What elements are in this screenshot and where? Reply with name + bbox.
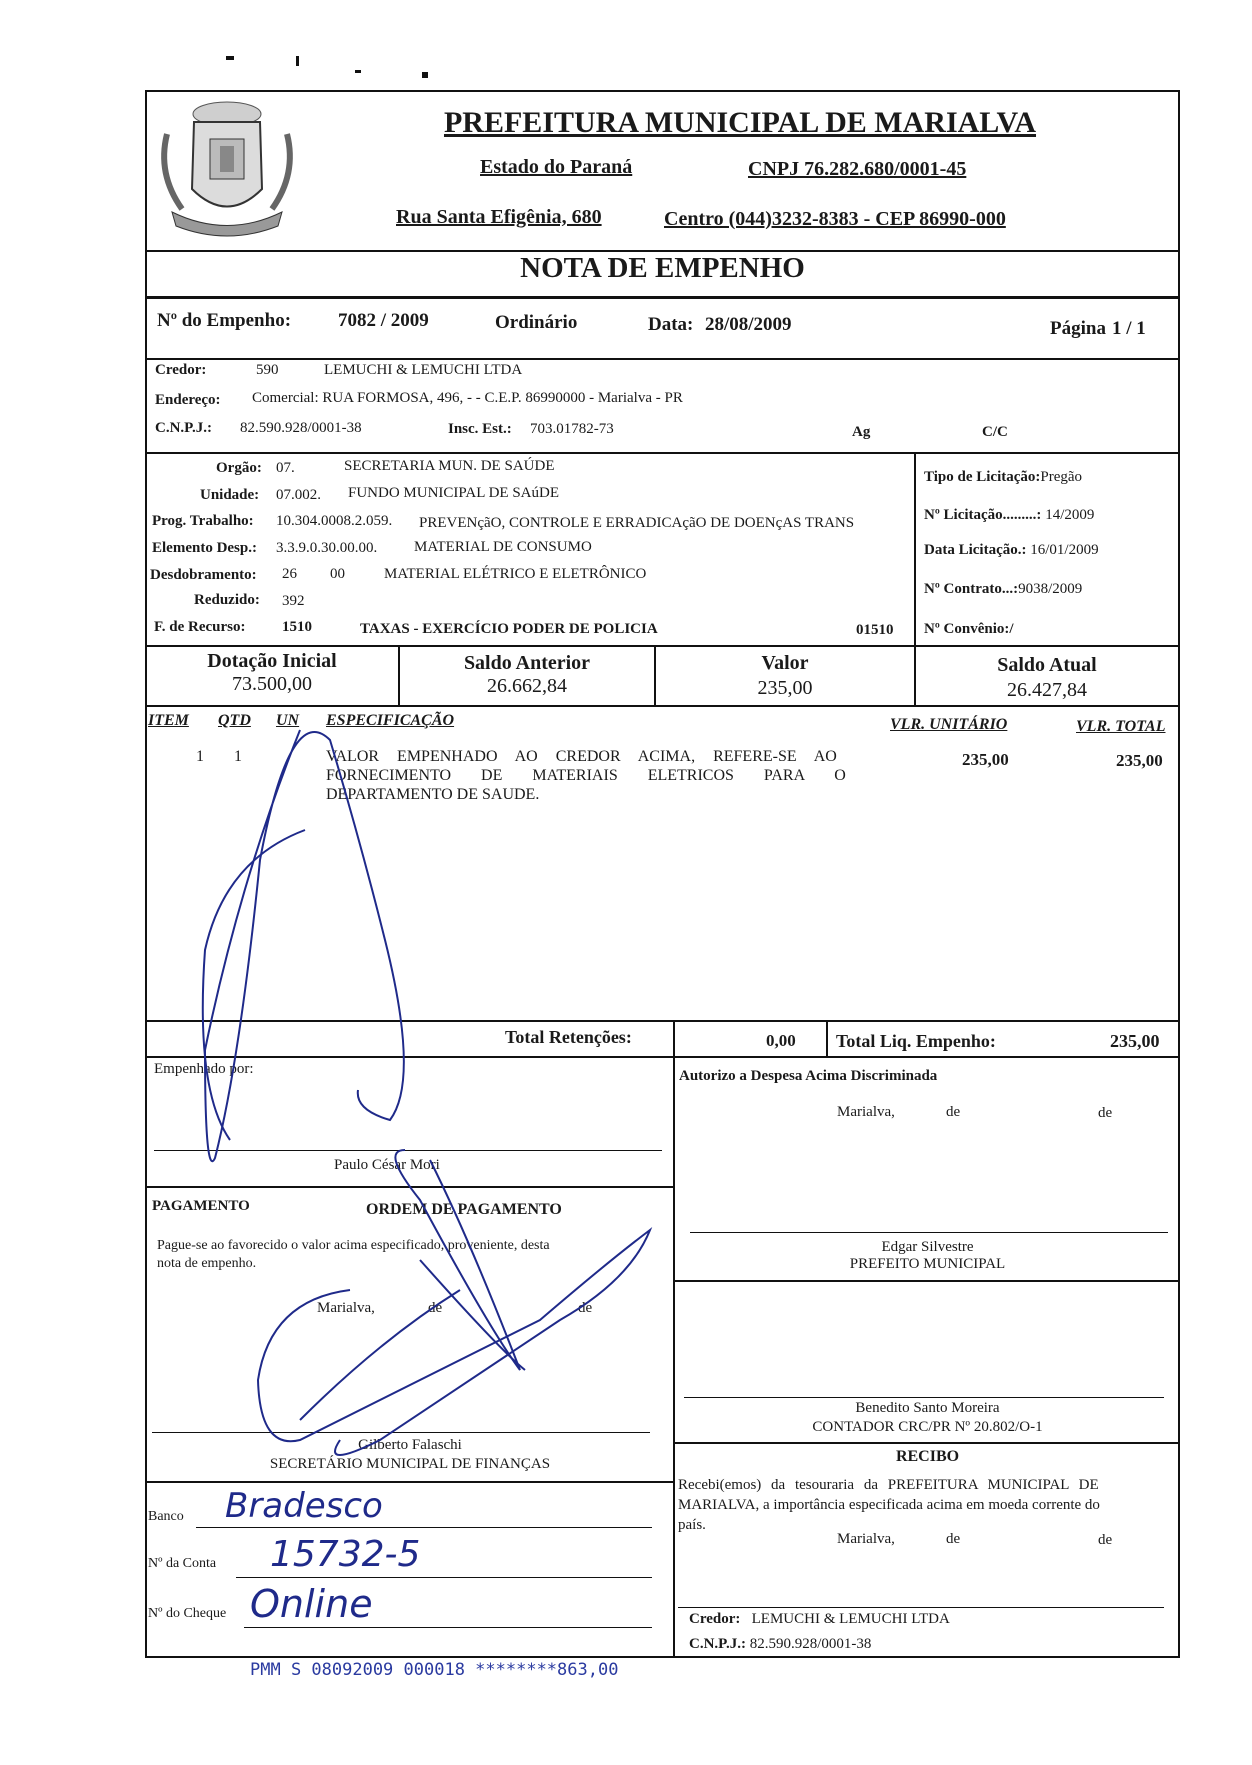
- recurso-code2: 01510: [856, 622, 894, 638]
- retencoes-value: 0,00: [766, 1031, 796, 1050]
- document-title: NOTA DE EMPENHO: [520, 252, 805, 284]
- header-title: PREFEITURA MUNICIPAL DE MARIALVA: [443, 106, 1037, 139]
- desdobramento-label: Desdobramento:: [150, 567, 257, 583]
- autorizo-de2: de: [1098, 1105, 1113, 1121]
- dotacao-label: Dotação Inicial: [207, 650, 337, 672]
- ordem-pagamento-label: ORDEM DE PAGAMENTO: [366, 1201, 562, 1218]
- num-licitacao-label: Nº Licitação.........:: [924, 507, 1042, 523]
- desdobramento-code: 26: [282, 566, 297, 582]
- liquido-label: Total Liq. Empenho:: [836, 1031, 996, 1051]
- elemento-label: Elemento Desp.:: [152, 540, 257, 556]
- pagamento-label: PAGAMENTO: [152, 1198, 250, 1214]
- cnpj-label: C.N.P.J.:: [155, 420, 212, 436]
- prog-name: PREVENçãO, CONTROLE E ERRADICAçãO DE DOENçAS TRANS: [419, 515, 855, 531]
- reduzido-value: 392: [282, 593, 305, 609]
- saldo-atual-value: 26.427,84: [1007, 679, 1087, 701]
- prog-label: Prog. Trabalho:: [152, 513, 254, 529]
- item-row-total-value: 235,00: [1116, 751, 1163, 770]
- liquido-value: 235,00: [1110, 1031, 1160, 1051]
- recibo-cnpj-value: 82.590.928/0001-38: [749, 1636, 872, 1652]
- col-un-header: UN: [276, 712, 300, 729]
- banco-value: Bradesco: [225, 1486, 383, 1526]
- date-label: Data:: [648, 314, 694, 335]
- secretario-name: Gilberto Falaschi: [358, 1437, 462, 1453]
- credor-label: Credor:: [155, 362, 207, 378]
- autorizo-label: Autorizo a Despesa Acima Discriminada: [679, 1068, 938, 1084]
- recibo-title: RECIBO: [895, 1448, 960, 1465]
- bank-stamp: PMM S 08092009 000018 ********863,00: [250, 1660, 619, 1680]
- recurso-code: 1510: [282, 619, 312, 635]
- cc-label: C/C: [982, 424, 1008, 440]
- header-address-rest: Centro (044)3232-8383 - CEP 86990-000: [664, 208, 1006, 230]
- orgao-code: 07.: [276, 460, 295, 476]
- saldo-anterior-value: 26.662,84: [487, 675, 567, 697]
- cheque-value: Online: [250, 1582, 373, 1626]
- endereco-value: Comercial: RUA FORMOSA, 496, - - C.E.P. 86990000 - Marialva - PR: [252, 390, 683, 406]
- convenio-label: Nº Convênio:/: [924, 621, 1014, 637]
- recibo-text-line2: MARIALVA, a importância especificada acima em moeda corrente do: [678, 1497, 1100, 1513]
- prefeito-name: Edgar Silvestre: [881, 1239, 974, 1255]
- pagamento-de2: de: [578, 1300, 593, 1316]
- credor-code: 590: [256, 362, 279, 378]
- contrato-value: 9038/2009: [1018, 581, 1083, 597]
- ag-label: Ag: [852, 424, 871, 440]
- pagamento-de1: de: [428, 1300, 443, 1316]
- cheque-label: Nº do Cheque: [148, 1606, 227, 1621]
- autorizo-de1: de: [946, 1104, 961, 1120]
- page-value: 1 / 1: [1112, 318, 1146, 339]
- contrato-label: Nº Contrato...:: [924, 581, 1019, 597]
- header-cnpj: CNPJ 76.282.680/0001-45: [748, 158, 967, 180]
- elemento-name: MATERIAL DE CONSUMO: [414, 539, 592, 555]
- empenhado-signer: Paulo César Mori: [334, 1157, 440, 1173]
- insc-value: 703.01782-73: [530, 421, 614, 437]
- recibo-text-line1: Recebi(emos) da tesouraria da PREFEITURA MUNICIPAL DE: [678, 1477, 1099, 1493]
- contador-name: Benedito Santo Moreira: [855, 1400, 1000, 1416]
- desdobramento-subcode: 00: [330, 566, 345, 582]
- data-licitacao-value: 16/01/2009: [1030, 542, 1099, 558]
- dotacao-value: 73.500,00: [232, 673, 312, 695]
- contador-role: CONTADOR CRC/PR Nº 20.802/O-1: [812, 1419, 1043, 1435]
- orgao-name: SECRETARIA MUN. DE SAÚDE: [344, 458, 555, 474]
- recibo-cnpj-label: C.N.P.J.:: [689, 1636, 746, 1652]
- cnpj-value: 82.590.928/0001-38: [240, 420, 362, 436]
- recibo-de2: de: [1098, 1532, 1113, 1548]
- pagamento-marialva: Marialva,: [317, 1300, 375, 1316]
- pagamento-text-line1: Pague-se ao favorecido o valor acima especificado, proveniente, desta: [157, 1238, 550, 1253]
- num-licitacao-value: 14/2009: [1045, 507, 1095, 523]
- conta-label: Nº da Conta: [148, 1556, 217, 1571]
- desdobramento-name: MATERIAL ELÉTRICO E ELETRÔNICO: [384, 566, 647, 582]
- saldo-anterior-label: Saldo Anterior: [463, 652, 591, 674]
- empenho-type: Ordinário: [495, 312, 578, 333]
- credor-name: LEMUCHI & LEMUCHI LTDA: [324, 362, 523, 378]
- retencoes-label: Total Retenções:: [505, 1027, 632, 1047]
- col-spec-header: ESPECIFICAÇÃO: [326, 712, 455, 729]
- unidade-code: 07.002.: [276, 487, 321, 503]
- empenho-label: Nº do Empenho:: [157, 310, 292, 331]
- item-row-spec-line3: DEPARTAMENTO DE SAUDE.: [326, 786, 540, 803]
- saldo-atual-label: Saldo Atual: [997, 654, 1097, 676]
- pagamento-text-line2: nota de empenho.: [157, 1256, 257, 1271]
- recibo-de1: de: [946, 1531, 961, 1547]
- recibo-text-line3: país.: [678, 1517, 706, 1533]
- recurso-name: TAXAS - EXERCÍCIO PODER DE POLICIA: [360, 621, 658, 637]
- recurso-label: F. de Recurso:: [154, 619, 246, 635]
- autorizo-marialva: Marialva,: [837, 1104, 895, 1120]
- header-address: Rua Santa Efigênia, 680: [396, 206, 602, 228]
- recibo-credor-value: LEMUCHI & LEMUCHI LTDA: [751, 1611, 950, 1627]
- item-row-unit-value: 235,00: [962, 750, 1009, 769]
- item-row-qtd: 1: [234, 748, 242, 765]
- conta-value: 15732-5: [270, 1534, 421, 1575]
- elemento-code: 3.3.9.0.30.00.00.: [276, 540, 378, 556]
- col-unit-header: VLR. UNITÁRIO: [890, 716, 1008, 733]
- tipo-licitacao-value: Pregão: [1040, 469, 1083, 485]
- data-licitacao-label: Data Licitação.:: [924, 542, 1027, 558]
- secretario-role: SECRETÁRIO MUNICIPAL DE FINANÇAS: [269, 1456, 551, 1472]
- reduzido-label: Reduzido:: [194, 592, 260, 608]
- prefeito-role: PREFEITO MUNICIPAL: [849, 1256, 1006, 1272]
- recibo-credor-label: Credor:: [689, 1611, 741, 1627]
- empenho-number: 7082 / 2009: [338, 310, 429, 331]
- unidade-label: Unidade:: [200, 487, 260, 503]
- valor-value: 235,00: [757, 677, 813, 699]
- empenhado-label: Empenhado por:: [154, 1061, 254, 1077]
- valor-label: Valor: [761, 652, 809, 674]
- page-label: Página: [1050, 318, 1106, 339]
- unidade-name: FUNDO MUNICIPAL DE SAúDE: [348, 485, 559, 501]
- date-value: 28/08/2009: [705, 314, 792, 335]
- orgao-label: Orgão:: [216, 460, 262, 476]
- tipo-licitacao-label: Tipo de Licitação:: [924, 469, 1041, 485]
- prog-code: 10.304.0008.2.059.: [276, 513, 393, 529]
- col-total-header: VLR. TOTAL: [1076, 718, 1166, 735]
- banco-label: Banco: [148, 1509, 184, 1524]
- item-row-item: 1: [196, 748, 204, 765]
- insc-label: Insc. Est.:: [448, 421, 512, 437]
- header-state: Estado do Paraná: [480, 156, 633, 178]
- item-row-spec-line1: VALOR EMPENHADO AO CREDOR ACIMA, REFERE-SE AO: [326, 748, 837, 765]
- recibo-marialva: Marialva,: [837, 1531, 895, 1547]
- col-qtd-header: QTD: [218, 712, 251, 729]
- endereco-label: Endereço:: [155, 392, 221, 408]
- col-item-header: ITEM: [148, 712, 189, 729]
- item-row-spec-line2: FORNECIMENTO DE MATERIAIS ELETRICOS PARA O: [326, 767, 846, 784]
